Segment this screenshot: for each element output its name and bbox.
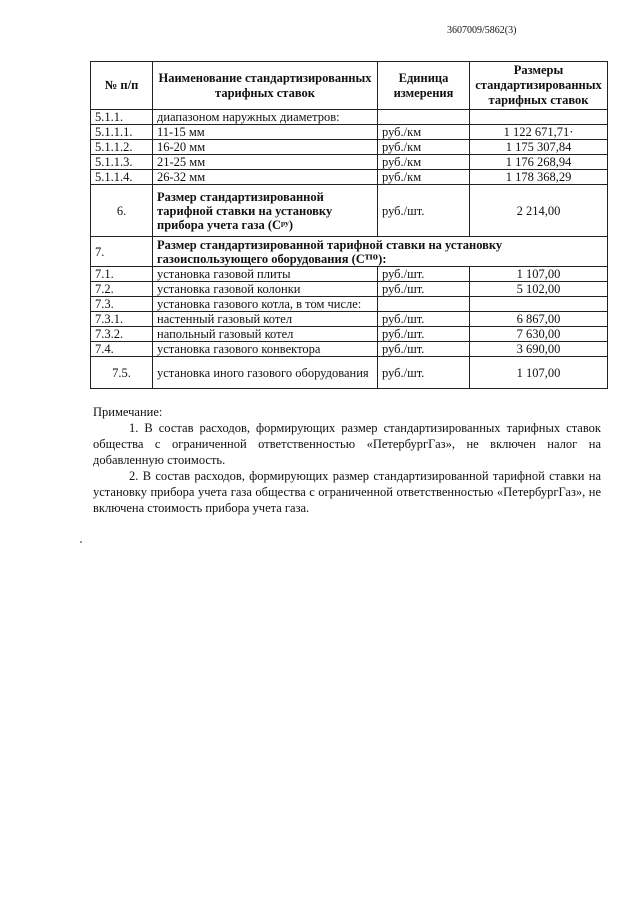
- row-value: [470, 297, 608, 312]
- row-num: 5.1.1.: [91, 110, 153, 125]
- tariff-table: [90, 61, 608, 389]
- row-value: 1 107,00: [470, 267, 608, 282]
- table-row: [91, 342, 608, 357]
- row-name: 16-20 мм: [153, 140, 378, 155]
- table-row: [91, 282, 608, 297]
- row-num: 5.1.1.1.: [91, 125, 153, 140]
- row-unit: руб./шт.: [378, 267, 470, 282]
- row-value: 3 690,00: [470, 342, 608, 357]
- row-value: 6 867,00: [470, 312, 608, 327]
- row-value: 5 102,00: [470, 282, 608, 297]
- row-unit: руб./шт.: [378, 357, 470, 389]
- note-item: 2. В состав расходов, формирующих размер стандартизированной тарифной ставки на установку прибора учета газа общества с ограниченной ответственностью «ПетербургГаз», не включена стоимость прибора учета газа.: [93, 469, 601, 515]
- row-num: 7.5.: [91, 357, 153, 389]
- row-name: 21-25 мм: [153, 155, 378, 170]
- table-row: [91, 297, 608, 312]
- row-unit: руб./шт.: [378, 185, 470, 237]
- row-num: 5.1.1.2.: [91, 140, 153, 155]
- notes-title: Примечание:: [93, 405, 163, 419]
- row-value: 2 214,00: [470, 185, 608, 237]
- row-name: установка иного газового оборудования: [153, 357, 378, 389]
- row-name: напольный газовый котел: [153, 327, 378, 342]
- table-row: [91, 185, 608, 237]
- table-row: [91, 110, 608, 125]
- table-row: [91, 327, 608, 342]
- row-value: 1 176 268,94: [470, 155, 608, 170]
- row-num: 7.1.: [91, 267, 153, 282]
- row-unit: руб./шт.: [378, 327, 470, 342]
- row-name: установка газовой плиты: [153, 267, 378, 282]
- row-value: 1 107,00: [470, 357, 608, 389]
- header-num: № п/п: [91, 62, 153, 110]
- header-unit: Единица измерения: [378, 62, 470, 110]
- table-row: [91, 312, 608, 327]
- row-num: 5.1.1.4.: [91, 170, 153, 185]
- row-num: 6.: [91, 185, 153, 237]
- note-item: 1. В состав расходов, формирующих размер стандартизированных тарифных ставок общества с ограниченной ответственностью «ПетербургГаз», не включен налог на добавленную стоимость.: [93, 421, 601, 467]
- row-num: 7.4.: [91, 342, 153, 357]
- row-unit: руб./км: [378, 155, 470, 170]
- notes-section: [93, 404, 601, 516]
- row-unit: [378, 297, 470, 312]
- row-num: 7.3.2.: [91, 327, 153, 342]
- table-row: [91, 140, 608, 155]
- document-number: 3607009/5862(3): [447, 25, 517, 36]
- table-row: [91, 357, 608, 389]
- row-name: Размер стандартизированной тарифной ставки на установку газоиспользующего оборудования (Cᵀᴵᴼ):: [153, 237, 608, 267]
- header-name: Наименование стандартизированных тарифных ставок: [153, 62, 378, 110]
- row-unit: руб./км: [378, 170, 470, 185]
- row-num: 7.3.: [91, 297, 153, 312]
- row-unit: руб./км: [378, 140, 470, 155]
- row-unit: руб./шт.: [378, 312, 470, 327]
- row-name: 11-15 мм: [153, 125, 378, 140]
- row-name: настенный газовый котел: [153, 312, 378, 327]
- table-row: [91, 267, 608, 282]
- row-value: 1 175 307,84: [470, 140, 608, 155]
- row-name: установка газовой колонки: [153, 282, 378, 297]
- row-num: 5.1.1.3.: [91, 155, 153, 170]
- row-name: установка газового котла, в том числе:: [153, 297, 378, 312]
- row-value: [470, 110, 608, 125]
- row-unit: руб./шт.: [378, 282, 470, 297]
- row-unit: руб./шт.: [378, 342, 470, 357]
- row-value: 1 122 671,71·: [470, 125, 608, 140]
- scan-speck: [80, 541, 82, 543]
- row-unit: руб./км: [378, 125, 470, 140]
- row-num: 7.: [91, 237, 153, 267]
- row-name: установка газового конвектора: [153, 342, 378, 357]
- table-row: [91, 170, 608, 185]
- header-value: Размеры стандартизированных тарифных ставок: [470, 62, 608, 110]
- table-row: [91, 125, 608, 140]
- row-name: диапазоном наружных диаметров:: [153, 110, 378, 125]
- row-value: 1 178 368,29: [470, 170, 608, 185]
- row-name: 26-32 мм: [153, 170, 378, 185]
- table-row: [91, 155, 608, 170]
- row-value: 7 630,00: [470, 327, 608, 342]
- row-num: 7.3.1.: [91, 312, 153, 327]
- table-row: [91, 237, 608, 267]
- table-header-row: [91, 62, 608, 110]
- row-unit: [378, 110, 470, 125]
- row-name: Размер стандартизированной тарифной ставки на установку прибора учета газа (Cᵖʸ): [153, 185, 378, 237]
- row-num: 7.2.: [91, 282, 153, 297]
